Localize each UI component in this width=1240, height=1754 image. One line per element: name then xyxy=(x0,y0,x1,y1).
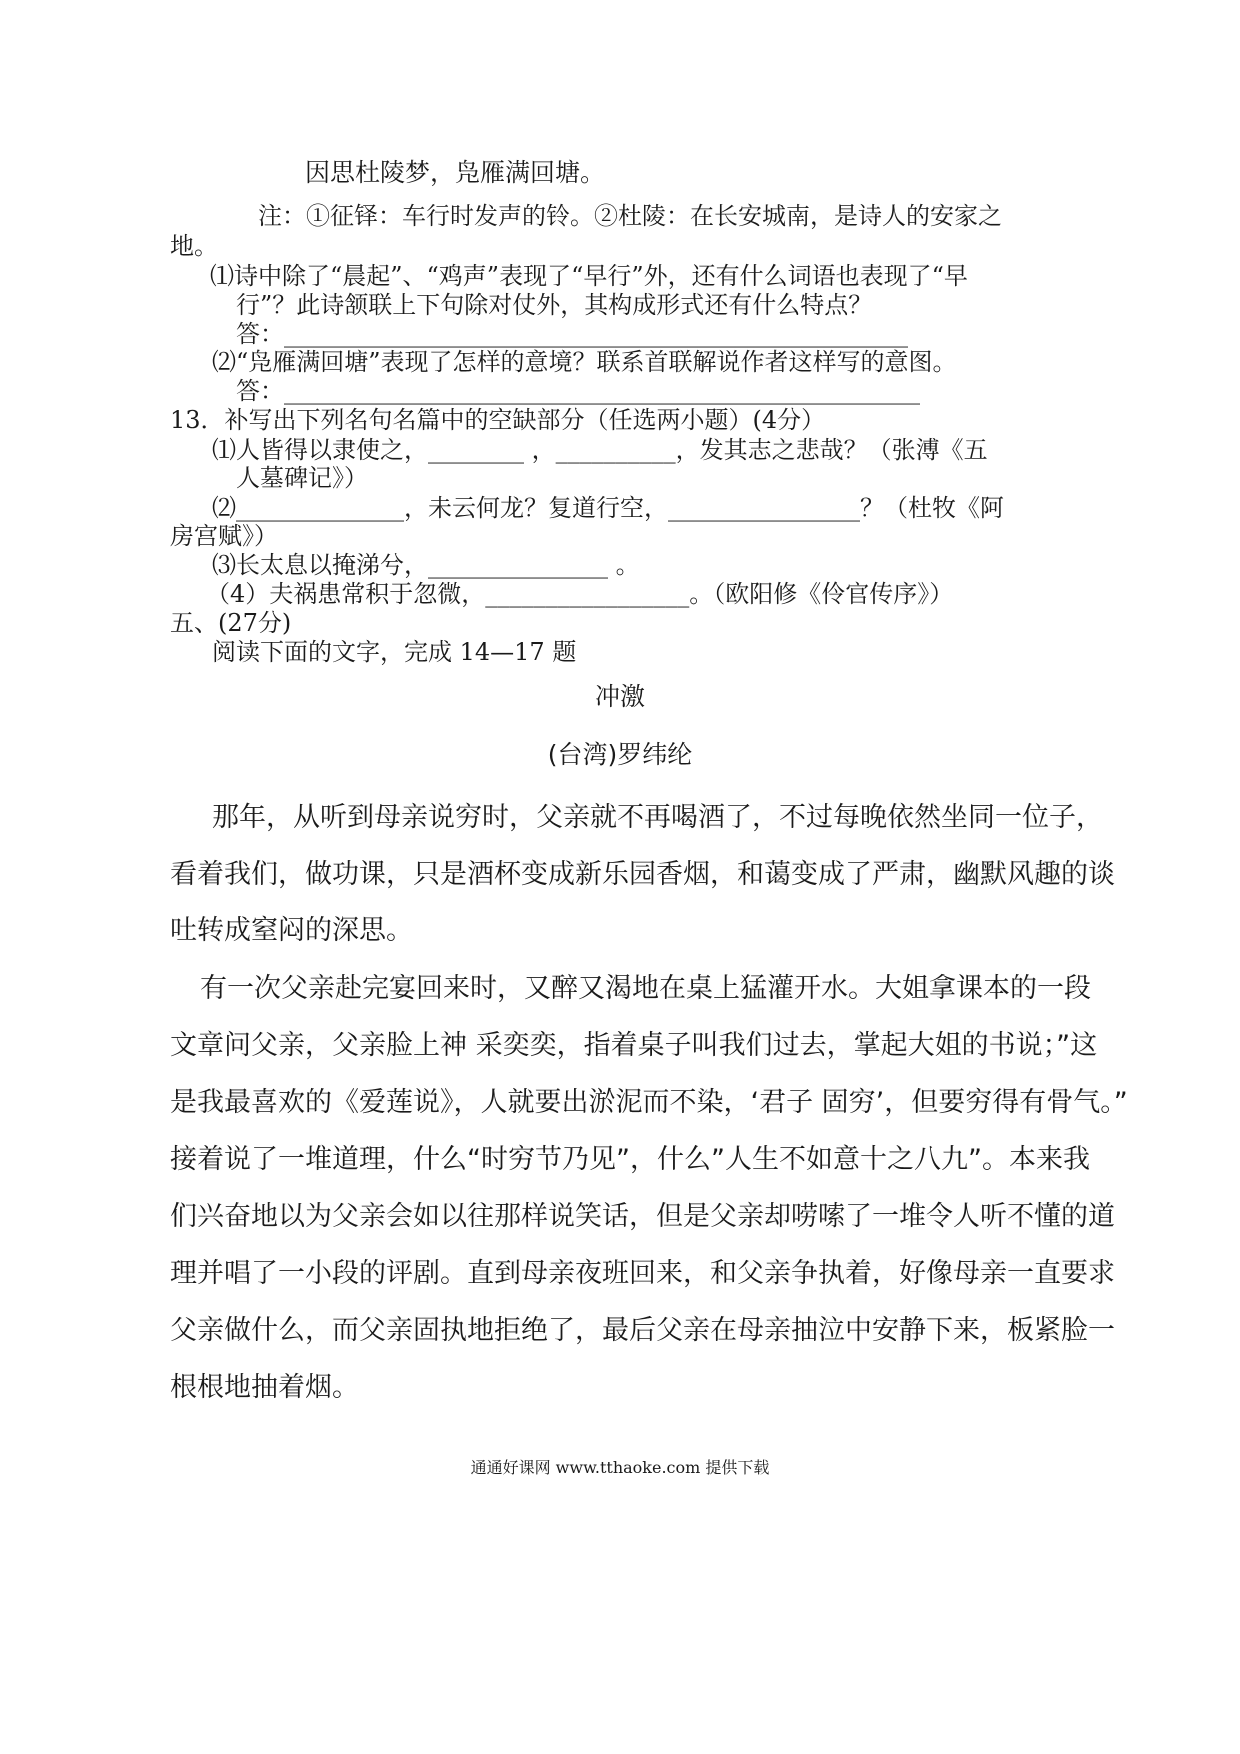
question-text: ⑴诗中除了“晨起”、“鸡声”表现了“早行”外，还有什么词语也表现了“早 xyxy=(210,262,968,290)
section-heading: 五、(27分) xyxy=(170,609,292,637)
paragraph-line: 理并唱了一小段的评剧。直到母亲夜班回来，和父亲争执着，好像母亲一直要求 xyxy=(170,1258,1115,1289)
question-text: 人墓碑记》） xyxy=(236,464,368,492)
article-author: (台湾)罗纬纶 xyxy=(547,740,693,769)
question-text: ⑶长太息以掩涕兮，_______________ 。 xyxy=(212,551,640,579)
question-text: 房宫赋》） xyxy=(170,522,278,550)
paragraph-line: 父亲做什么，而父亲固执地拒绝了，最后父亲在母亲抽泣中安静下来，板紧脸一 xyxy=(170,1315,1115,1346)
question-text: （4）夫祸患常积于忽微，_________________。（欧阳修《伶官传序》） xyxy=(206,580,954,608)
article-title: 冲激 xyxy=(594,682,645,711)
answer-line: 答：____________________________________________________ xyxy=(236,320,908,348)
footer-credit: 通通好课网 www.tthaoke.com 提供下载 xyxy=(470,1458,770,1477)
paragraph-line: 根根地抽着烟。 xyxy=(170,1372,359,1403)
paragraph-line: 文章问父亲，父亲脸上神 采奕奕，指着桌子叫我们过去，掌起大姐的书说；”这 xyxy=(170,1030,1098,1061)
paragraph-line: 接着说了一堆道理，什么“时穷节乃见”，什么”人生不如意十之八九”。本来我 xyxy=(170,1144,1090,1175)
reading-instruction: 阅读下面的文字，完成 14—17 题 xyxy=(212,638,577,666)
note-line: 地。 xyxy=(170,232,218,260)
paragraph-line: 吐转成窒闷的深思。 xyxy=(170,915,413,946)
question-text: 行”？此诗颔联上下句除对仗外，其构成形式还有什么特点？ xyxy=(236,291,873,319)
question-text: ⑵“凫雁满回塘”表现了怎样的意境？联系首联解说作者这样写的意图。 xyxy=(212,348,957,376)
question-heading: 13．补写出下列名句名篇中的空缺部分（任选两小题）(4分） xyxy=(170,406,826,434)
paragraph-line: 看着我们，做功课，只是酒杯变成新乐园香烟，和蔼变成了严肃，幽默风趣的谈 xyxy=(170,859,1115,890)
paragraph-line: 那年，从听到母亲说穷时，父亲就不再喝酒了，不过每晚依然坐同一位子， xyxy=(212,802,1103,833)
paragraph-line: 们兴奋地以为父亲会如以往那样说笑话，但是父亲却唠嗦了一堆令人听不懂的道 xyxy=(170,1201,1115,1232)
paragraph-line: 有一次父亲赴完宴回来时，又醉又渴地在桌上猛灌开水。大姐拿课本的一段 xyxy=(200,973,1091,1004)
paragraph-line: 是我最喜欢的《爱莲说》，人就要出淤泥而不染，‘君子 固穷’，但要穷得有骨气。” xyxy=(170,1087,1128,1118)
question-text: ⑵______________，未云何龙？复道行空，________________？（杜牧《阿 xyxy=(212,494,1004,522)
answer-line: 答：_____________________________________________________ xyxy=(236,377,920,405)
question-text: ⑴人皆得以隶使之，________ ，__________，发其志之悲哉？（张溥《五 xyxy=(212,436,988,464)
note-line: 注：①征铎：车行时发声的铃。②杜陵：在长安城南，是诗人的安家之 xyxy=(258,202,1002,230)
poem-last-line: 因思杜陵梦，凫雁满回塘。 xyxy=(305,158,606,187)
